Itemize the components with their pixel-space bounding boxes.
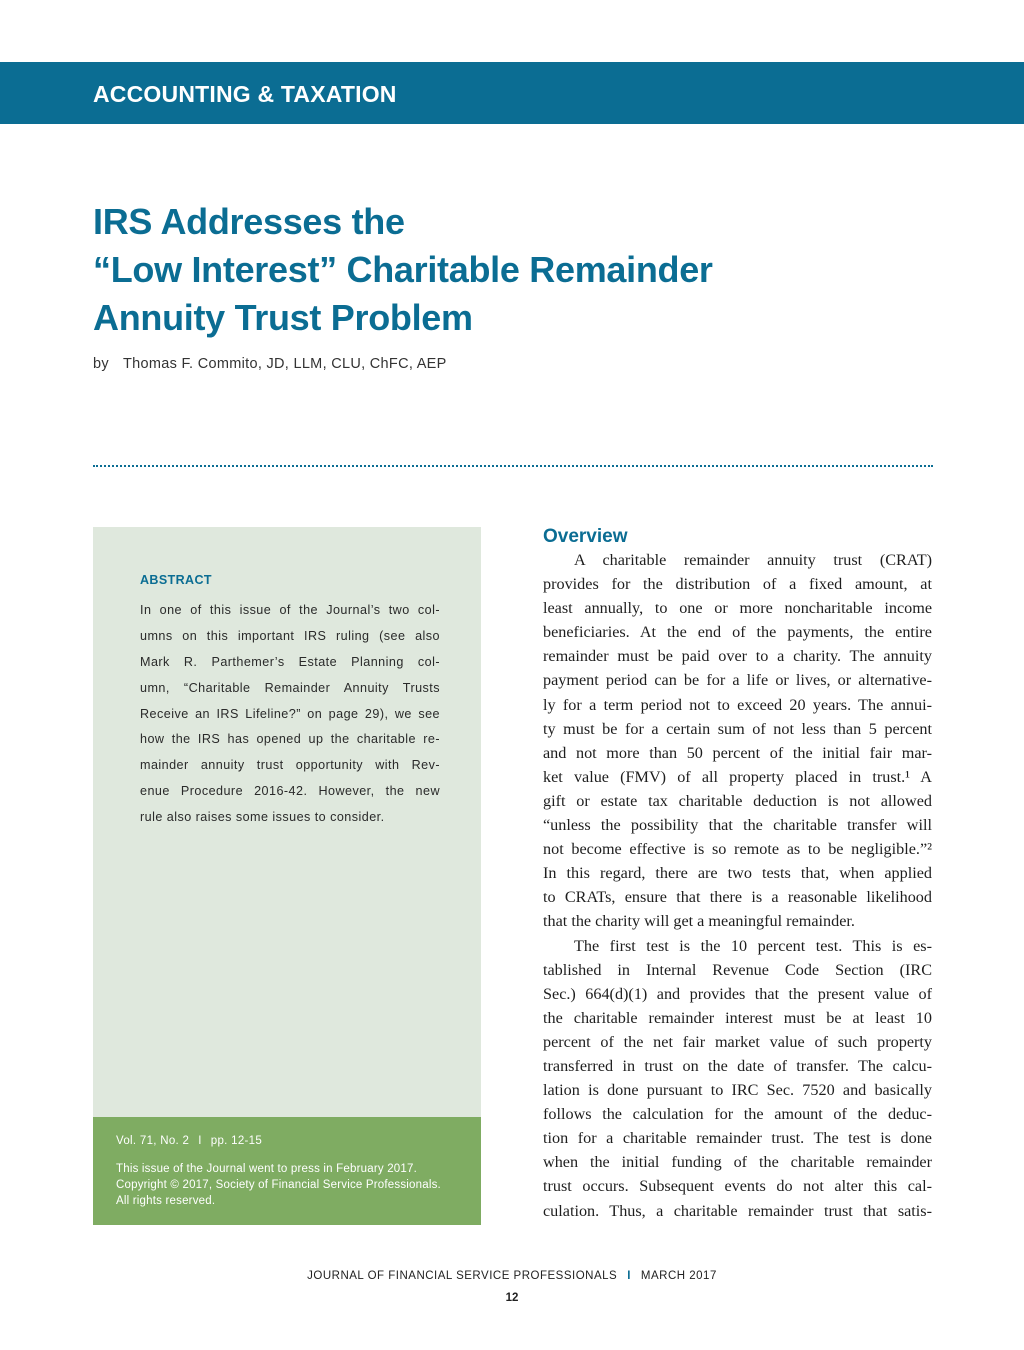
abstract-line: mainder annuity trust opportunity with Rev- bbox=[140, 758, 440, 773]
abstract-line: umns on this important IRS ruling (see also bbox=[140, 628, 440, 643]
body-line: transferred in trust on the date of transfer. The calcu- bbox=[543, 1056, 932, 1075]
body-line: beneficiaries. At the end of the payments, the entire bbox=[543, 623, 932, 642]
abstract-line: In one of this issue of the Journal’s two col- bbox=[140, 603, 440, 617]
journal-name: JOURNAL OF FINANCIAL SERVICE PROFESSIONALS bbox=[307, 1270, 618, 1282]
press-note bbox=[116, 1161, 471, 1209]
author-name: Thomas F. Commito, JD, LLM, CLU, ChFC, AEP bbox=[123, 356, 447, 372]
body-line: ket value (FMV) of all property placed in trust.¹ A bbox=[543, 767, 932, 786]
body-line: tion for a charitable remainder trust. The test is done bbox=[543, 1129, 932, 1148]
body-line: payment period can be for a life or lives, or alternative- bbox=[543, 671, 932, 690]
body-line: Sec.) 664(d)(1) and provides that the present value of bbox=[543, 984, 932, 1003]
body-line: the charitable remainder interest must be at least 10 bbox=[543, 1008, 932, 1027]
body-line: to CRATs, ensure that there is a reasonable likelihood bbox=[543, 888, 932, 907]
body-line: trust occurs. Subsequent events do not alter this cal- bbox=[543, 1177, 932, 1196]
body-line: least annually, to one or more noncharitable income bbox=[543, 599, 932, 618]
abstract-line: enue Procedure 2016-42. However, the new bbox=[140, 784, 440, 799]
section-banner bbox=[0, 62, 1024, 124]
section-title: ACCOUNTING & TAXATION bbox=[93, 81, 397, 107]
abstract-line: umn, “Charitable Remainder Annuity Trusts bbox=[140, 680, 440, 695]
body-line: and not more than 50 percent of the initial fair mar- bbox=[543, 743, 932, 762]
byline-prefix: by bbox=[93, 356, 109, 372]
page-number: 12 bbox=[505, 1292, 519, 1304]
body-line: The first test is the 10 percent test. This is es- bbox=[574, 936, 932, 955]
abstract-heading: ABSTRACT bbox=[140, 573, 212, 587]
body-line: lation is done pursuant to IRC Sec. 7520 and basically bbox=[543, 1081, 932, 1100]
body-line: provides for the distribution of a fixed amount, at bbox=[543, 575, 932, 594]
body-line: In this regard, there are two tests that, when applied bbox=[543, 864, 932, 883]
abstract-line: how the IRS has opened up the charitable re- bbox=[140, 732, 440, 747]
body-line: culation. Thus, a charitable remainder trust that satis- bbox=[543, 1201, 932, 1220]
body-line: “unless the possibility that the charitable transfer will bbox=[543, 816, 932, 835]
article-title bbox=[93, 198, 923, 342]
overview-heading: Overview bbox=[543, 526, 628, 547]
overview-body bbox=[543, 548, 932, 1223]
body-line: tablished in Internal Revenue Code Section (IRC bbox=[543, 960, 932, 979]
abstract-text bbox=[140, 598, 440, 831]
body-line: that the charity will get a meaningful remainder. bbox=[543, 912, 855, 931]
publication-info-box bbox=[93, 1117, 481, 1225]
abstract-line: Receive an IRS Lifeline?” on page 29), we see bbox=[140, 706, 440, 721]
body-line: follows the calculation for the amount of the deduc- bbox=[543, 1105, 932, 1124]
byline bbox=[93, 356, 447, 372]
title-line: IRS Addresses the bbox=[93, 201, 405, 242]
copyright-line: Copyright © 2017, Society of Financial Service Professionals. bbox=[116, 1179, 441, 1191]
abstract-line: rule also raises some issues to consider. bbox=[140, 810, 385, 825]
body-line: when the initial funding of the charitable remainder bbox=[543, 1153, 932, 1172]
abstract-line: Mark R. Parthemer’s Estate Planning col- bbox=[140, 654, 440, 669]
volume-separator: I bbox=[198, 1135, 202, 1147]
body-line: ly for a term period not to exceed 20 years. The annui- bbox=[543, 695, 932, 714]
body-line: A charitable remainder annuity trust (CRAT) bbox=[574, 551, 932, 569]
volume-number: Vol. 71, No. 2 bbox=[116, 1135, 190, 1147]
volume-info bbox=[116, 1135, 262, 1147]
dotted-divider bbox=[93, 465, 933, 467]
footer-separator: I bbox=[627, 1270, 631, 1282]
rights-line: All rights reserved. bbox=[116, 1195, 216, 1207]
body-line: ty must be for a certain sum of not less than 5 percent bbox=[543, 719, 932, 738]
body-line: gift or estate tax charitable deduction is not allowed bbox=[543, 791, 932, 810]
body-line: remainder must be paid over to a charity. The annuity bbox=[543, 647, 932, 666]
body-line: percent of the net fair market value of such property bbox=[543, 1032, 932, 1051]
page-range: pp. 12-15 bbox=[210, 1135, 263, 1147]
press-line: This issue of the Journal went to press in February 2017. bbox=[116, 1163, 417, 1175]
title-line: “Low Interest” Charitable Remainder bbox=[93, 249, 713, 290]
abstract-sidebar bbox=[93, 527, 481, 1117]
page-footer bbox=[0, 1270, 1024, 1282]
body-line: not become effective is so remote as to be negligible.”² bbox=[543, 840, 932, 859]
title-line: Annuity Trust Problem bbox=[93, 297, 473, 338]
issue-date: MARCH 2017 bbox=[640, 1270, 717, 1282]
